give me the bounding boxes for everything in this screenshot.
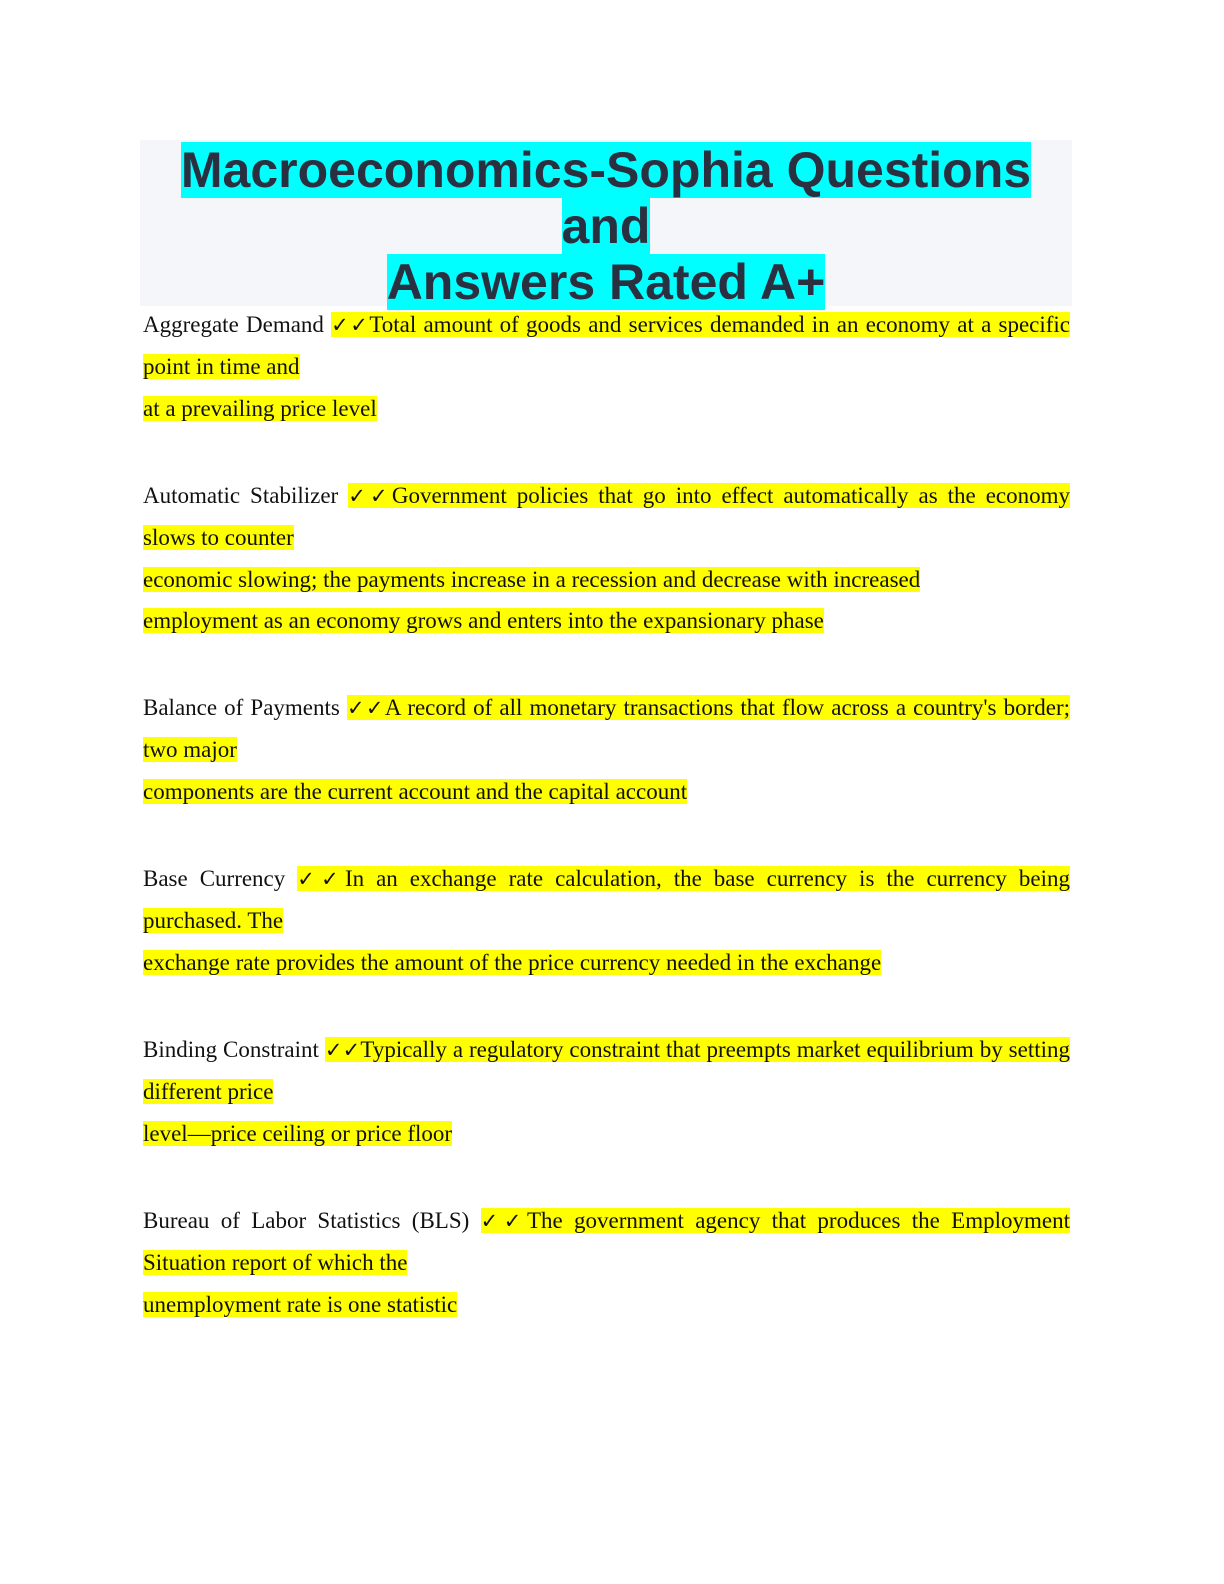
- term: Aggregate Demand: [143, 312, 324, 337]
- glossary-entry: [143, 858, 1070, 983]
- definition-line: employment as an economy grows and enters into the expansionary phase: [143, 608, 824, 633]
- definition-line: Total amount of goods and services demanded in an economy at a specific point in time and: [143, 312, 1071, 379]
- definition-line: The government agency that produces the Employment Situation report of which the: [143, 1208, 1070, 1275]
- term: Automatic Stabilizer: [143, 483, 339, 508]
- title-banner: [140, 140, 1072, 310]
- definition-line: exchange rate provides the amount of the price currency needed in the exchange: [143, 950, 882, 975]
- definition-line: level—price ceiling or price floor: [143, 1121, 453, 1146]
- definition-line: In an exchange rate calculation, the base currency is the currency being purchased. The: [143, 866, 1070, 933]
- term: Balance of Payments: [143, 695, 340, 720]
- title-line-1: Macroeconomics-Sophia Questions and: [180, 142, 1032, 254]
- glossary-entry: [143, 1200, 1070, 1325]
- definition-line: Government policies that go into effect automatically as the economy slows to counter: [143, 483, 1071, 550]
- title-line-2: Answers Rated A+: [386, 254, 826, 310]
- glossary-entry: [143, 687, 1070, 812]
- check-mark-icon: ✓✓: [331, 313, 370, 337]
- term: Binding Constraint: [143, 1037, 319, 1062]
- definition-line: at a prevailing price level: [143, 396, 377, 421]
- entry-first-paragraph: [143, 1029, 1070, 1113]
- entry-first-paragraph: [143, 1200, 1070, 1284]
- definition-line: A record of all monetary transactions that flow across a country's border; two major: [143, 695, 1071, 762]
- entry-first-paragraph: [143, 475, 1070, 559]
- definition-line: economic slowing; the payments increase in a recession and decrease with increased: [143, 567, 921, 592]
- check-mark-icon: ✓✓: [324, 1038, 361, 1062]
- check-mark-icon: ✓✓: [480, 1209, 527, 1233]
- definition-line: unemployment rate is one statistic: [143, 1292, 458, 1317]
- document-title: [140, 140, 1072, 310]
- term: Base Currency: [143, 866, 286, 891]
- definition-line: components are the current account and the capital account: [143, 779, 688, 804]
- glossary-entry: [143, 1029, 1070, 1154]
- term: Bureau of Labor Statistics (BLS): [143, 1208, 470, 1233]
- check-mark-icon: ✓✓: [348, 484, 392, 508]
- check-mark-icon: ✓✓: [297, 867, 345, 891]
- glossary-entry: [143, 304, 1070, 429]
- definition-line: Typically a regulatory constraint that preempts market equilibrium by setting different price: [143, 1037, 1071, 1104]
- check-mark-icon: ✓✓: [346, 696, 385, 720]
- entry-first-paragraph: [143, 304, 1070, 388]
- glossary-list: [143, 304, 1070, 1371]
- glossary-entry: [143, 475, 1070, 641]
- entry-first-paragraph: [143, 858, 1070, 942]
- entry-first-paragraph: [143, 687, 1070, 771]
